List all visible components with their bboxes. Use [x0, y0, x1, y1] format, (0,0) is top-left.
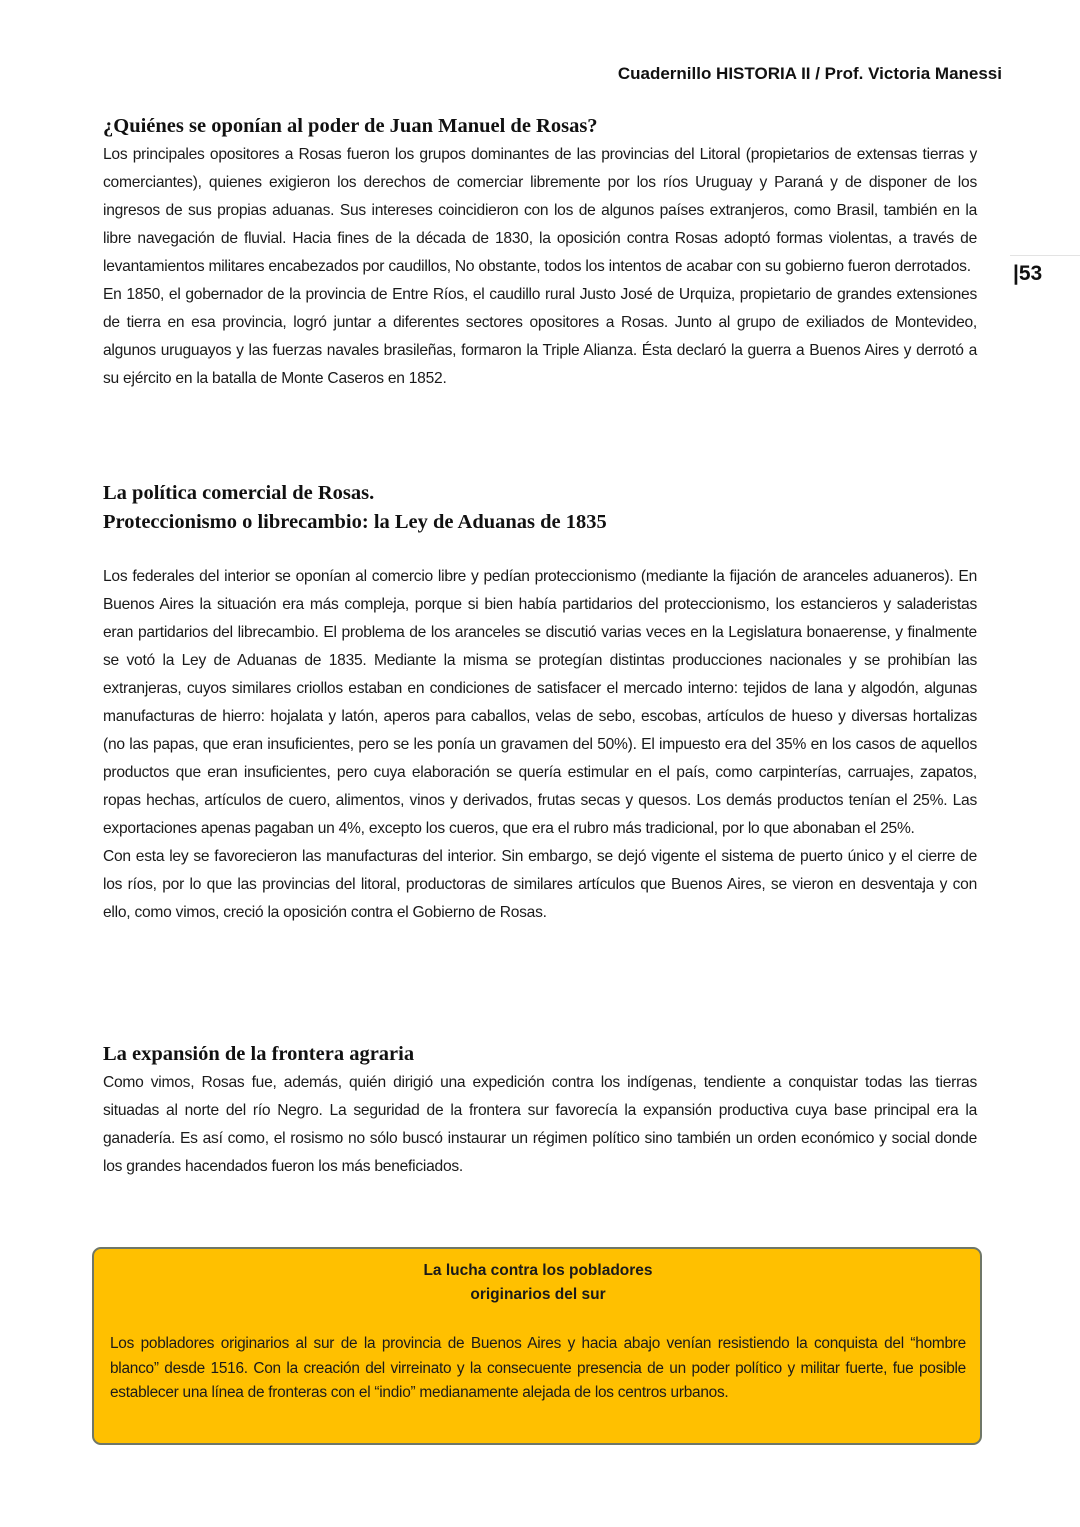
callout-body: Los pobladores originarios al sur de la provincia de Buenos Aires y hacia abajo venían resistiendo la conquista del “hombre blanco” desde 1516. Con la creación del virreinato y la consecuente presencia de un poder político y militar fuerte, fue posible establecer una línea de fronteras con el “indio” medianamente alejada de los centros urbanos.	[110, 1335, 966, 1401]
page-number: |53	[1013, 262, 1043, 285]
paragraph: Los principales opositores a Rosas fueron los grupos dominantes de las provincias del Litoral (propietarios de extensas tierras y comerciantes), quienes exigieron los derechos de comerciar libremente por los ríos Uruguay y Paraná y de disponer de los ingresos de sus propias aduanas. Sus intereses coincidieron con los de algunos países extranjeros, como Brasil, también en la libre navegación de fluvial. Hacia fines de la década de 1830, la oposición contra Rosas adoptó formas violentas, a través de levantamientos militares encabezados por caudillos, No obstante, todos los intentos de acabar con su gobierno fueron derrotados.	[103, 146, 977, 275]
section-heading: La expansión de la frontera agraria	[103, 1043, 415, 1065]
callout-box	[92, 1247, 982, 1445]
paragraph: Con esta ley se favorecieron las manufacturas del interior. Sin embargo, se dejó vigente el sistema de puerto único y el cierre de los ríos, por lo que las provincias del litoral, productoras de similares artículos que Buenos Aires, se vieron en desventaja y con ello, como vimos, creció la oposición contra el Gobierno de Rosas.	[103, 848, 977, 921]
section-frontera-agraria	[103, 1040, 977, 1181]
paragraph: En 1850, el gobernador de la provincia de Entre Ríos, el caudillo rural Justo José de Urquiza, propietario de grandes extensiones de tierra en esa provincia, logró juntar a diferentes sectores opositores a Rosas. Junto al grupo de exiliados de Montevideo, algunos uruguayos y las fuerzas navales brasileñas, formaron la Triple Alianza. Ésta declaró la guerra a Buenos Aires y derrotó a su ejército en la batalla de Monte Caseros en 1852.	[103, 286, 977, 387]
section-subheading: Proteccionismo o librecambio: la Ley de Aduanas de 1835	[103, 511, 607, 533]
section-politica-comercial	[103, 479, 977, 927]
section-opositores	[103, 112, 977, 393]
callout-title-line: La lucha contra los pobladores	[423, 1262, 653, 1279]
running-header: Cuadernillo HISTORIA II / Prof. Victoria Manessi	[617, 64, 1002, 83]
section-heading: ¿Quiénes se oponían al poder de Juan Manuel de Rosas?	[103, 115, 598, 137]
callout-title	[110, 1259, 966, 1307]
paragraph: Como vimos, Rosas fue, además, quién dirigió una expedición contra los indígenas, tendiente a conquistar todas las tierras situadas al norte del río Negro. La seguridad de la frontera sur favorecía la expansión productiva cuya base principal era la ganadería. Es así como, el rosismo no sólo buscó instaurar un régimen político sino también un orden económico y social donde los grandes hacendados fueron los más beneficiados.	[103, 1074, 977, 1175]
section-heading: La política comercial de Rosas.	[103, 482, 375, 504]
page-number-rule	[1010, 255, 1080, 256]
callout-title-line: originarios del sur	[470, 1286, 606, 1303]
spacer	[103, 537, 977, 563]
paragraph: Los federales del interior se oponían al comercio libre y pedían proteccionismo (mediante la fijación de aranceles aduaneros). En Buenos Aires la situación era más compleja, porque si bien había partidarios del proteccionismo, los estancieros y saladeristas eran partidarios del librecambio. El problema de los aranceles se discutió varias veces en la Legislatura bonaerense, y finalmente se votó la Ley de Aduanas de 1835. Mediante la misma se protegían distintas producciones nacionales y se prohibían las extranjeras, cuyos similares criollos estaban en condiciones de satisfacer el mercado interno: tejidos de lana y algodón, algunas manufacturas de hierro: hojalata y latón, aperos para caballos, velas de sebo, escobas, artículos de hueso y diversas hortalizas (no las papas, que eran insuficientes, pero se les ponía un gravamen del 50%). El impuesto era del 35% en los casos de aquellos productos que eran insuficientes, pero cuya elaboración se quería estimular en el país, como carpinterías, carruajes, zapatos, ropas hechas, artículos de cuero, alimentos, vinos y derivados, frutas secas y quesos. Los demás productos tenían el 25%. Las exportaciones apenas pagaban un 4%, excepto los cueros, que era el rubro más tradicional, por lo que abonaban el 25%.	[103, 568, 977, 837]
